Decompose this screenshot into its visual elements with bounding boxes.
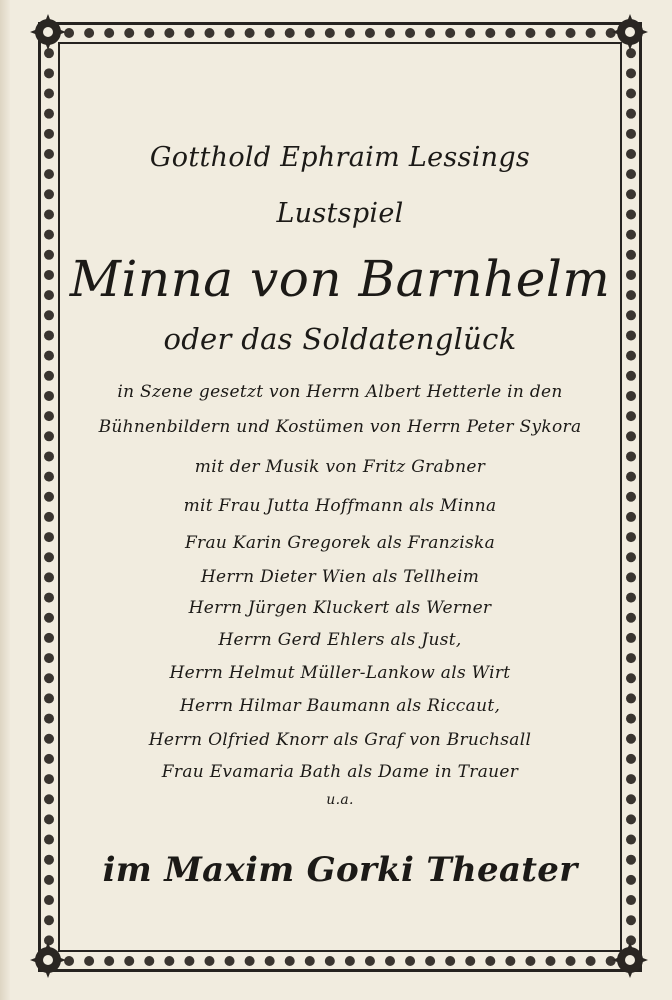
- page-spine-shadow: [0, 0, 10, 1000]
- corner-ornament-icon: [26, 938, 70, 982]
- play-subtitle: oder das Soldatenglück: [163, 322, 517, 356]
- corner-ornament-icon: [608, 938, 652, 982]
- cast-line: Herrn Gerd Ehlers als Just,: [218, 630, 462, 650]
- corner-ornament-icon: [26, 10, 70, 54]
- cast-line: Herrn Hilmar Baumann als Riccaut,: [179, 696, 501, 716]
- cast-line: Herrn Dieter Wien als Tellheim: [200, 567, 480, 587]
- staging-credit-line-2: Bühnenbildern und Kostümen von Herrn Peter Sykora: [98, 417, 582, 437]
- cast-line: Frau Evamaria Bath als Dame in Trauer: [161, 762, 519, 782]
- play-title: Minna von Barnhelm: [69, 250, 611, 308]
- and-others-note: u.a.: [326, 792, 354, 808]
- cast-line: Frau Karin Gregorek als Franziska: [184, 533, 496, 553]
- cast-line: Herrn Jürgen Kluckert als Werner: [188, 598, 492, 618]
- cast-line: Herrn Helmut Müller-Lankow als Wirt: [169, 663, 511, 683]
- corner-ornament-icon: [608, 10, 652, 54]
- genre-label: Lustspiel: [276, 198, 404, 229]
- cast-line: Herrn Olfried Knorr als Graf von Bruchsall: [148, 730, 532, 750]
- venue-line: im Maxim Gorki Theater: [102, 850, 578, 890]
- author-line: Gotthold Ephraim Lessings: [149, 142, 531, 173]
- cast-line: mit Frau Jutta Hoffmann als Minna: [183, 496, 497, 516]
- staging-credit-line-1: in Szene gesetzt von Herrn Albert Hetterle in den: [117, 382, 563, 402]
- music-credit: mit der Musik von Fritz Grabner: [194, 457, 486, 477]
